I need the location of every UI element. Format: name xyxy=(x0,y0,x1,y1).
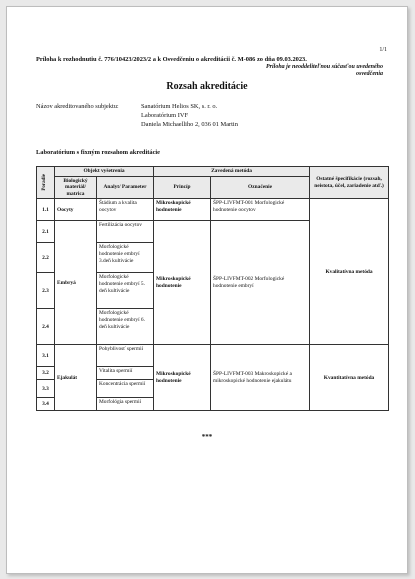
row-number: 2.1 xyxy=(37,221,55,243)
subject-name: Sanatórium Helios SK, s. r. o. xyxy=(141,103,218,110)
princip-cell: Mikroskopické hodnotenie xyxy=(154,199,211,221)
accreditation-scope-table xyxy=(36,166,389,411)
page-title: Rozsah akreditácie xyxy=(166,81,248,92)
princip-cell: Mikroskopické hodnotenie xyxy=(154,345,211,411)
table-row xyxy=(37,345,389,367)
spec-cell: Kvalitatívna metóda xyxy=(310,199,389,345)
header-row-1 xyxy=(37,167,389,177)
document-page xyxy=(6,6,408,574)
end-of-document-mark: *** xyxy=(201,433,213,441)
analyt-cell: Morfologické hodnotenie embryí 6. deň kultivácie xyxy=(97,309,154,345)
analyt-cell: Vitalita spermií xyxy=(97,367,154,380)
subject-details xyxy=(141,103,238,129)
analyt-cell: Fertilizácia oocytov xyxy=(97,221,154,243)
oznacenie-cell: ŠPP-LIVFMT-003 Makroskopické a mikroskopické hodnotenie ejakulátu xyxy=(211,345,310,411)
row-number: 3.4 xyxy=(37,398,55,411)
spec-cell: Kvantitatívna metóda xyxy=(310,345,389,411)
row-number: 3.1 xyxy=(37,345,55,367)
row-number: 3.3 xyxy=(37,380,55,398)
lab-section-title: Laboratórium s fixným rozsahom akreditácie xyxy=(36,149,161,156)
row-number: 2.3 xyxy=(37,273,55,309)
table-row xyxy=(37,199,389,221)
row-number: 2.4 xyxy=(37,309,55,345)
header-biologicky: Biologický materiál/ matrica xyxy=(55,176,97,199)
oznacenie-cell: ŠPP-LIVFMT-002 Morfologické hodnotenie embryí xyxy=(211,221,310,345)
material-cell: Ejakulát xyxy=(55,345,97,411)
header-oznacenie: Označenie xyxy=(211,176,310,199)
analyt-cell: Morfologické hodnotenie embryí 3.deň kultivácie xyxy=(97,243,154,273)
row-number: 1.1 xyxy=(37,199,55,221)
header-analyt: Analyt/ Parameter xyxy=(97,176,154,199)
material-cell: Oocyty xyxy=(55,199,97,221)
analyt-cell: Morfologické hodnotenie embryí 5. deň kultivácie xyxy=(97,273,154,309)
princip-cell: Mikroskopické hodnotenie xyxy=(154,221,211,345)
analyt-cell: Štádium a kvalita oocytov xyxy=(97,199,154,221)
oznacenie-cell: ŠPP-LIVFMT-001 Morfologické hodnotenie oocytov xyxy=(211,199,310,221)
annex-reference: Príloha k rozhodnutiu č. 776/10423/2023/2 a k Osvedčeniu o akreditácii č. M-086 zo dňa 09.03.2023. xyxy=(36,56,307,63)
header-ostatne: Ostatné špecifikácie (rozsah, neistota, účel, zariadenie atď.) xyxy=(310,167,389,199)
header-princip: Princíp xyxy=(154,176,211,199)
analyt-cell: Morfológia spermií xyxy=(97,398,154,411)
subject-address: Daniela Michaelliho 2, 036 01 Martin xyxy=(141,120,238,128)
annex-note: Príloha je neoddeliteľnou súčasťou uvedeného osvedčenia xyxy=(266,64,383,77)
subject-lab: Laboratórium IVF xyxy=(141,111,189,119)
header-metoda: Zavedená metóda xyxy=(154,167,310,177)
page-number: 1/1 xyxy=(379,47,387,53)
material-cell: Embryá xyxy=(55,221,97,345)
analyt-cell: Koncentrácia spermií xyxy=(97,380,154,398)
subject-label: Názov akreditovaného subjektu: xyxy=(36,103,119,110)
analyt-cell: Pohyblivosť spermií xyxy=(97,345,154,367)
row-number: 2.2 xyxy=(37,243,55,273)
header-objekt: Objekt vyšetrenia xyxy=(55,167,154,177)
header-poradie: Poradie xyxy=(37,167,55,199)
row-number: 3.2 xyxy=(37,367,55,380)
